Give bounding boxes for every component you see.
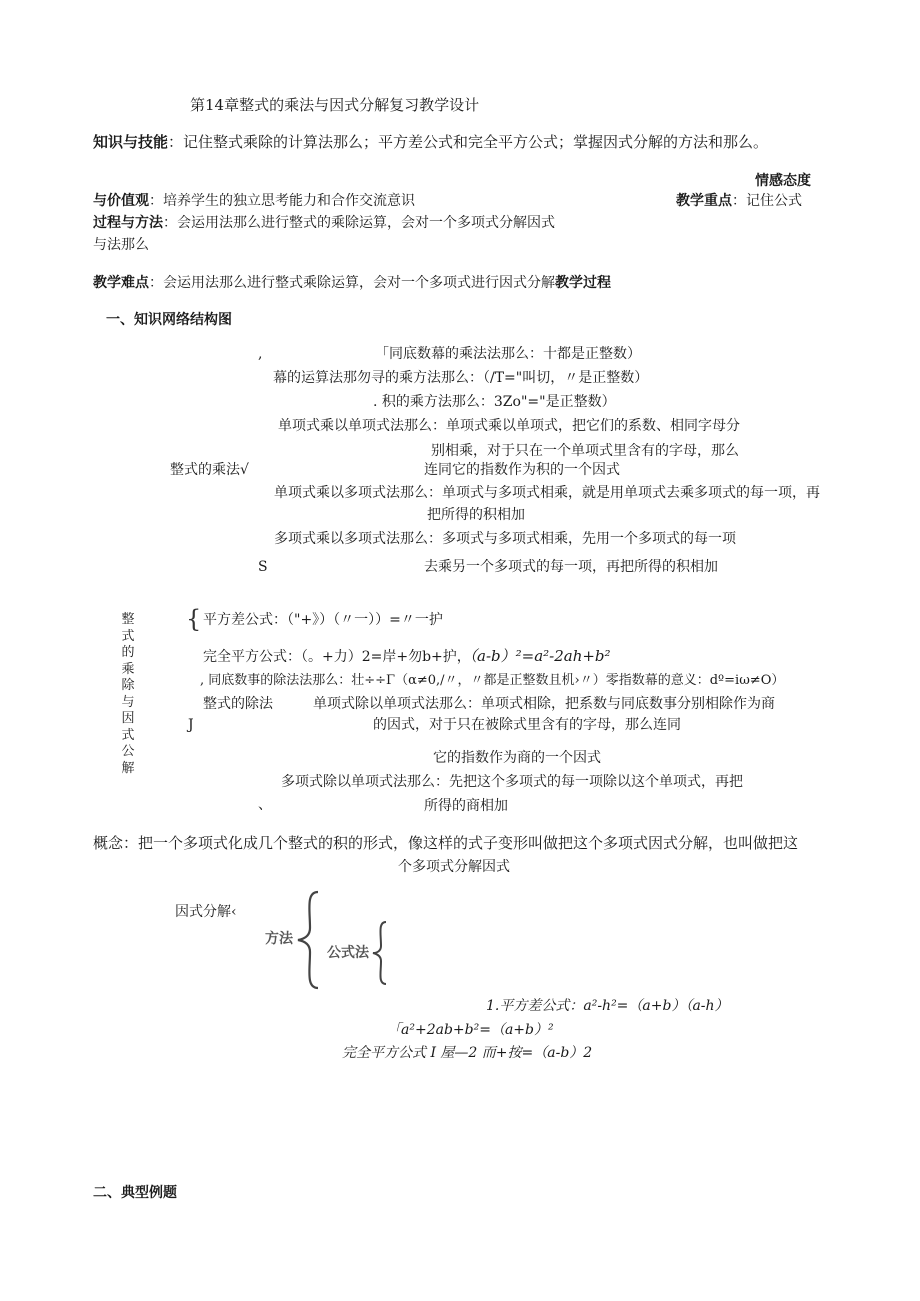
- document-title: 第14章整式的乘法与因式分解复习教学设计: [190, 96, 480, 114]
- s-mark: S: [258, 559, 268, 575]
- poly-div-rule-2: 所得的商相加: [424, 798, 508, 814]
- power-rule-3: . 积的乘方法那么：3Zo"="是正整数）: [373, 394, 616, 410]
- emotion-line: [93, 192, 415, 210]
- mono-poly-rule-1: 单项式乘以多项式法那么：单项式与多项式相乘，就是用单项式去乘多项式的每一项，再: [274, 485, 820, 501]
- key-label: 教学重点: [676, 193, 732, 209]
- factorization-label: 因式分解‹: [175, 904, 237, 920]
- mono-div-rule-3: 它的指数作为商的一个因式: [433, 750, 601, 766]
- mono-mono-rule-3: 连同它的指数作为积的一个因式: [424, 462, 620, 478]
- poly-poly-rule-2: 去乘另一个多项式的每一项，再把所得的积相加: [424, 559, 718, 575]
- factor-perfect-square-plus: 「a²+2ab+b²=（a+b）²: [387, 1022, 554, 1038]
- division-rule: , 同底数事的除法法那么：壮÷÷Γ（α≠0,/〃，〃都是正整数且机›〃）零指数幕的意义：dº=iω≠O）: [200, 673, 785, 688]
- factor-perfect-square-minus: 完全平方公式 I 屋—2 而+按=（a-b）2: [342, 1045, 593, 1061]
- poly-div-rule-1: 多项式除以单项式法那么：先把这个多项式的每一项除以这个单项式，再把: [281, 774, 743, 790]
- teaching-process-label: 教学过程: [555, 275, 611, 291]
- vertical-side-label: 整式的乘除与因式公解: [121, 612, 135, 776]
- key-text: ：记住公式: [732, 193, 802, 209]
- section2-heading: 二、典型例题: [93, 1185, 177, 1201]
- difficulty-text: ：会运用法那么进行整式乘除运算，会对一个多项式进行因式分解: [149, 275, 555, 291]
- concept-line-2: 个多项式分解因式: [398, 859, 510, 875]
- emotion-label-b: 与价值观: [93, 193, 149, 209]
- mono-mono-rule-2: 别相乘，对于只在一个单项式里含有的字母，那么: [431, 443, 739, 459]
- knowledge-text: ：记住整式乘除的计算法那么；平方差公式和完全平方公式；掌握因式分解的方法和那么。: [168, 133, 769, 151]
- difficulty-line: [93, 274, 611, 292]
- formula-method-label: 公式法: [327, 945, 369, 961]
- power-rule-1: 「同底数幕的乘法法那么：十都是正整数）: [375, 346, 641, 362]
- formula-brace-icon: [372, 920, 392, 986]
- method-label: 方法: [265, 931, 293, 947]
- division-label: 整式的除法: [203, 696, 273, 712]
- j-mark: J: [188, 717, 194, 733]
- mono-div-rule-2: 的因式，对于只在被除式里含有的字母，那么连同: [373, 717, 681, 733]
- left-brace: {: [186, 605, 202, 633]
- perfect-square: 完全平方公式：（。+力）2=岸+勿b+护，: [203, 649, 471, 665]
- process-text: ：会运用法那么进行整式的乘除运算，会对一个多项式分解因式: [163, 215, 555, 231]
- knowledge-skills-line: [93, 133, 768, 151]
- pause-mark: 、: [258, 797, 272, 813]
- factor-diff-squares: 1.平方差公式：a²-h²=（a+b）（a-h）: [486, 998, 729, 1014]
- difficulty-label: 教学难点: [93, 275, 149, 291]
- mono-div-rule-1: 单项式除以单项式法那么：单项式相除，把系数与同底数事分别相除作为商: [313, 696, 775, 712]
- emotion-label-a: 情感态度: [755, 173, 811, 189]
- process-label: 过程与方法: [93, 215, 163, 231]
- difference-of-squares: 平方差公式：（"+》）（〃一））=〃一护: [203, 612, 443, 628]
- knowledge-label: 知识与技能: [93, 133, 169, 151]
- process-line-2: 与法那么: [93, 237, 149, 253]
- method-brace-icon: [296, 890, 326, 990]
- process-line: [93, 214, 555, 232]
- comma-mark: ,: [258, 346, 263, 362]
- concept-line-1: 概念：把一个多项式化成几个整式的积的形式，像这样的式子变形叫做把这个多项式因式分解，也叫做把这: [93, 834, 799, 852]
- power-rule-2: 幕的运算法那勿寻的乘方法那么：（/T="叫切，〃是正整数）: [273, 370, 649, 386]
- key-point-line: [676, 192, 802, 210]
- mono-mono-rule-1: 单项式乘以单项式法那么：单项式乘以单项式，把它们的系数、相同字母分: [278, 418, 740, 434]
- multiplication-label: 整式的乘法√: [170, 462, 249, 478]
- emotion-text: ：培养学生的独立思考能力和合作交流意识: [149, 193, 415, 209]
- mono-poly-rule-2: 把所得的积相加: [427, 507, 525, 523]
- perfect-square-math: （a-b）²=a²-2ah+b²: [462, 647, 611, 665]
- section1-heading: 一、知识网络结构图: [106, 312, 232, 328]
- poly-poly-rule-1: 多项式乘以多项式法那么：多项式与多项式相乘，先用一个多项式的每一项: [274, 531, 736, 547]
